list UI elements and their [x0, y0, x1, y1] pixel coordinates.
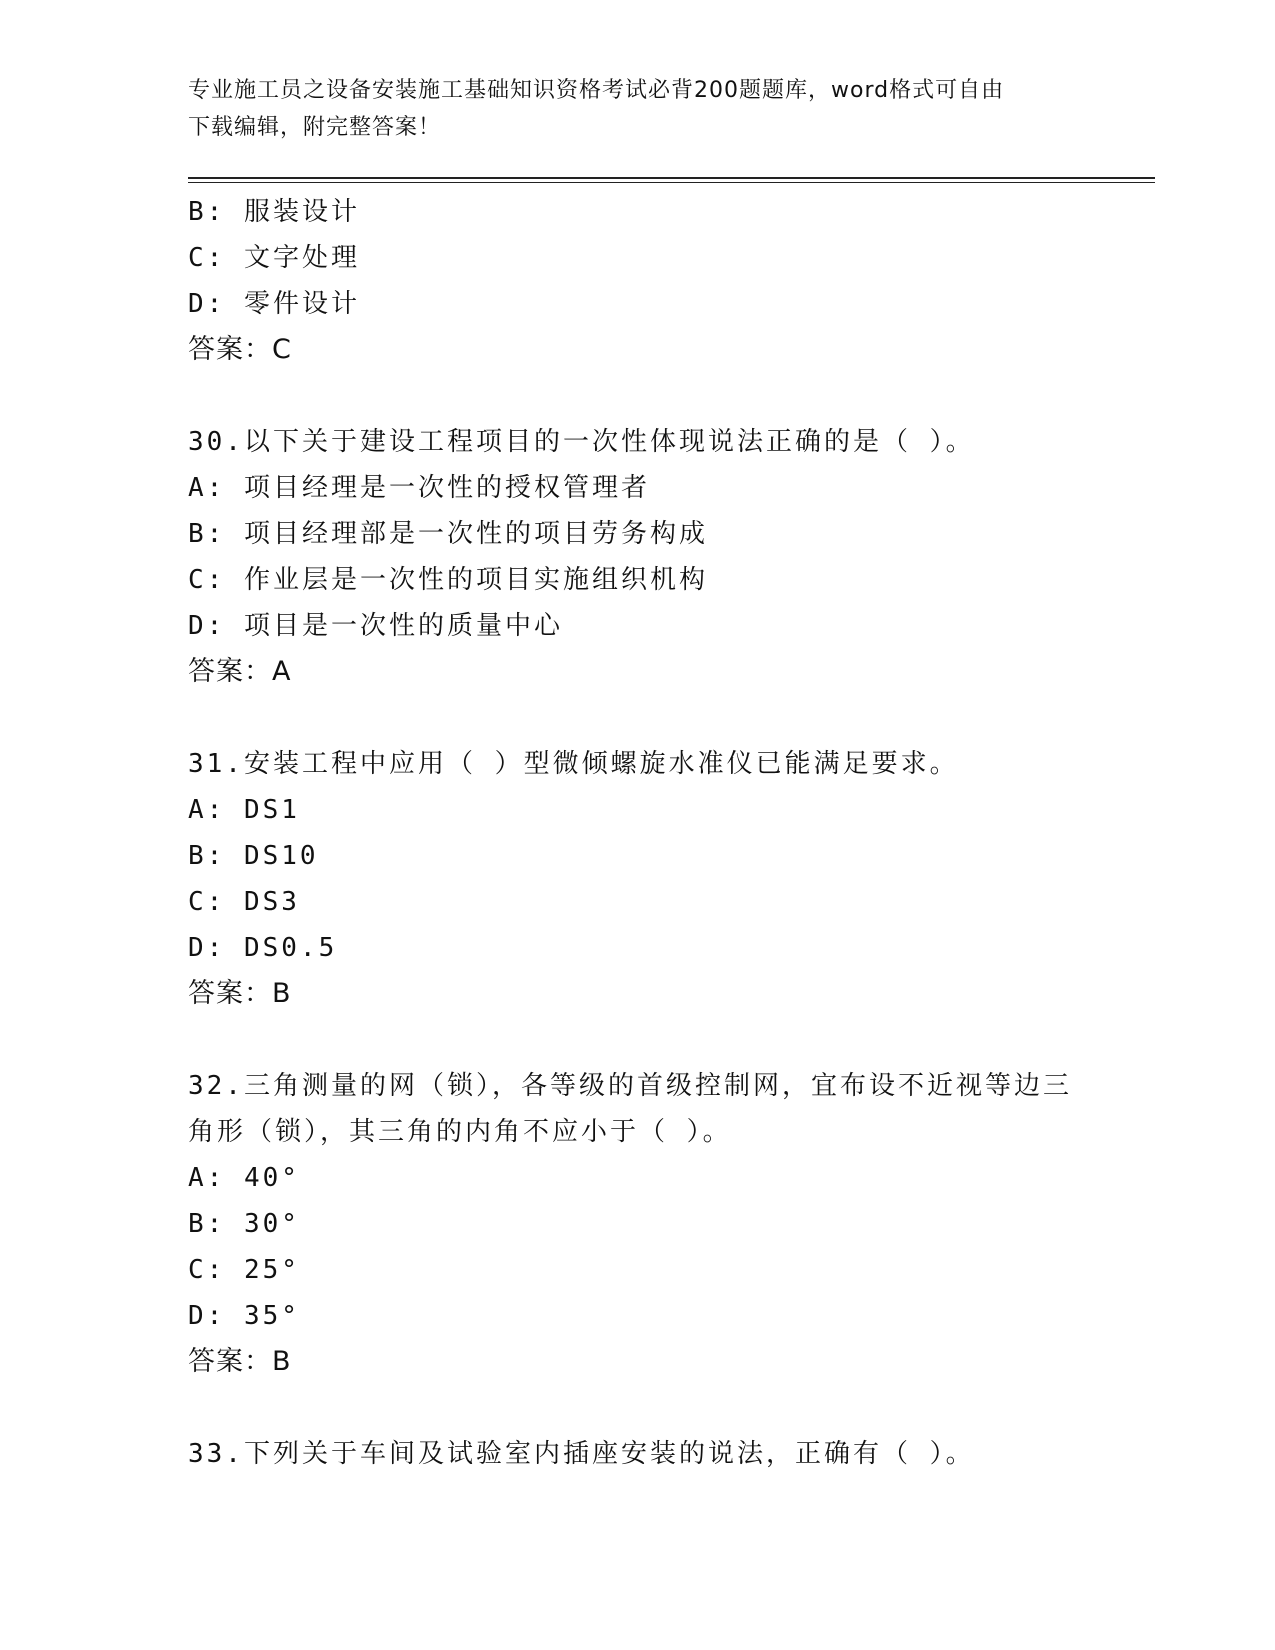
document-header — [188, 72, 1068, 146]
option-c: C: 文字处理 — [188, 243, 360, 273]
spacer — [188, 1017, 1088, 1063]
option-c: C: DS3 — [188, 887, 300, 917]
option-d: D: 项目是一次性的质量中心 — [188, 611, 563, 641]
header-line-1: 专业施工员之设备安装施工基础知识资格考试必背200题题库，word格式可自由 — [188, 78, 1005, 103]
question-stem: 31.安装工程中应用（ ）型微倾螺旋水准仪已能满足要求。 — [188, 749, 959, 779]
option-d: D: 35° — [188, 1301, 300, 1331]
header-divider-thin — [188, 182, 1155, 183]
question-29 — [188, 189, 1088, 373]
question-30 — [188, 419, 1088, 695]
question-stem: 30.以下关于建设工程项目的一次性体现说法正确的是（ ）。 — [188, 427, 975, 457]
question-stem-line-1: 32.三角测量的网（锁），各等级的首级控制网，宜布设不近视等边三 — [188, 1071, 1072, 1101]
question-stem-line-2: 角形（锁），其三角的内角不应小于（ ）。 — [188, 1117, 732, 1147]
header-divider-thick — [188, 177, 1155, 179]
option-b: B: DS10 — [188, 841, 319, 871]
answer: 答案：C — [188, 334, 292, 365]
option-c: C: 作业层是一次性的项目实施组织机构 — [188, 565, 708, 595]
option-b: B: 服装设计 — [188, 197, 360, 227]
answer: 答案：B — [188, 1346, 292, 1377]
spacer — [188, 373, 1088, 419]
spacer — [188, 695, 1088, 741]
answer: 答案：A — [188, 656, 292, 687]
header-line-2: 下载编辑，附完整答案！ — [188, 115, 442, 140]
question-32 — [188, 1063, 1088, 1385]
option-b: B: 项目经理部是一次性的项目劳务构成 — [188, 519, 708, 549]
option-d: D: 零件设计 — [188, 289, 360, 319]
option-d: D: DS0.5 — [188, 933, 338, 963]
question-stem: 33.下列关于车间及试验室内插座安装的说法，正确有（ ）。 — [188, 1439, 975, 1469]
question-31 — [188, 741, 1088, 1017]
answer: 答案：B — [188, 978, 292, 1009]
option-a: A: 项目经理是一次性的授权管理者 — [188, 473, 650, 503]
option-a: A: DS1 — [188, 795, 300, 825]
option-a: A: 40° — [188, 1163, 300, 1193]
question-list — [188, 189, 1088, 1477]
spacer — [188, 1385, 1088, 1431]
question-33 — [188, 1431, 1088, 1477]
option-b: B: 30° — [188, 1209, 300, 1239]
option-c: C: 25° — [188, 1255, 300, 1285]
